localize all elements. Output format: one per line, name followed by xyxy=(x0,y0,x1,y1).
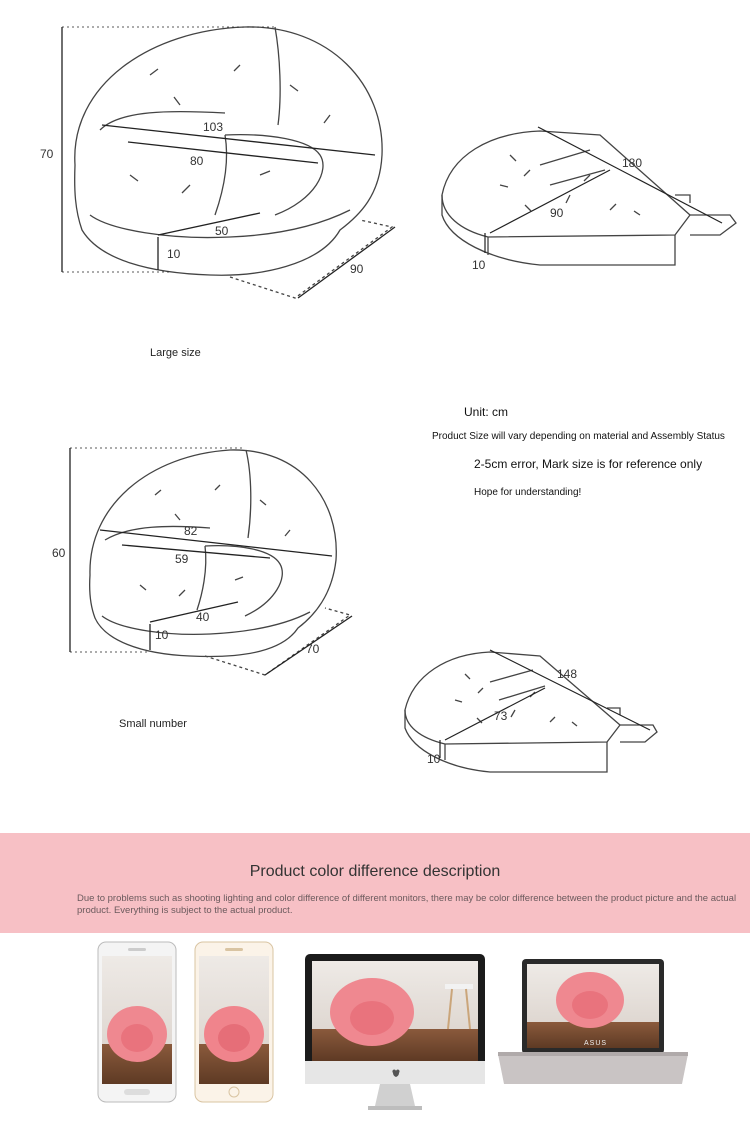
large-cushion-width-label: 90 xyxy=(550,206,564,220)
large-seat-height-label: 10 xyxy=(167,247,181,261)
large-size-caption: Large size xyxy=(150,347,201,359)
large-height-label: 70 xyxy=(40,147,54,161)
large-seat-depth-label: 50 xyxy=(215,224,229,238)
small-cushion-width-label: 73 xyxy=(494,709,508,723)
small-depth-label: 70 xyxy=(306,642,320,656)
small-cushion-length-label: 148 xyxy=(557,667,578,681)
error-note: 2-5cm error, Mark size is for reference only xyxy=(474,457,703,471)
small-cushion-thickness-label: 10 xyxy=(427,752,441,766)
large-cushion-length-label: 180 xyxy=(622,156,643,170)
laptop xyxy=(498,959,688,1084)
small-width-inner-label: 59 xyxy=(175,552,189,566)
color-difference-text: Due to problems such as shooting lighting and color difference of different monitors, there may be color difference between the product picture and the actual product. Everything is subject to the actual product. xyxy=(77,893,737,916)
large-cushion-thickness-label: 10 xyxy=(472,258,486,272)
small-height-label: 60 xyxy=(52,546,66,560)
size-variation-note: Product Size will vary depending on material and Assembly Status xyxy=(432,431,725,442)
laptop-brand-label: ASUS xyxy=(584,1040,608,1047)
small-size-caption: Small number xyxy=(119,718,187,730)
large-depth-label: 90 xyxy=(350,262,364,276)
color-difference-title: Product color difference description xyxy=(249,863,501,880)
large-chair-drawing xyxy=(30,15,430,315)
large-width-outer-label: 103 xyxy=(203,120,224,134)
phone-gold xyxy=(195,942,273,1102)
large-width-inner-label: 80 xyxy=(190,154,204,168)
small-width-outer-label: 82 xyxy=(184,524,198,538)
color-difference-banner xyxy=(0,833,750,933)
large-cushion-drawing xyxy=(430,115,750,275)
small-seat-height-label: 10 xyxy=(155,628,169,642)
understanding-note: Hope for understanding! xyxy=(474,487,582,498)
phone-white xyxy=(98,942,176,1102)
small-chair-drawing xyxy=(60,440,380,700)
small-seat-depth-label: 40 xyxy=(196,610,210,624)
unit-note: Unit: cm xyxy=(464,405,509,419)
device-comparison xyxy=(0,934,750,1134)
desktop-monitor xyxy=(305,954,485,1110)
